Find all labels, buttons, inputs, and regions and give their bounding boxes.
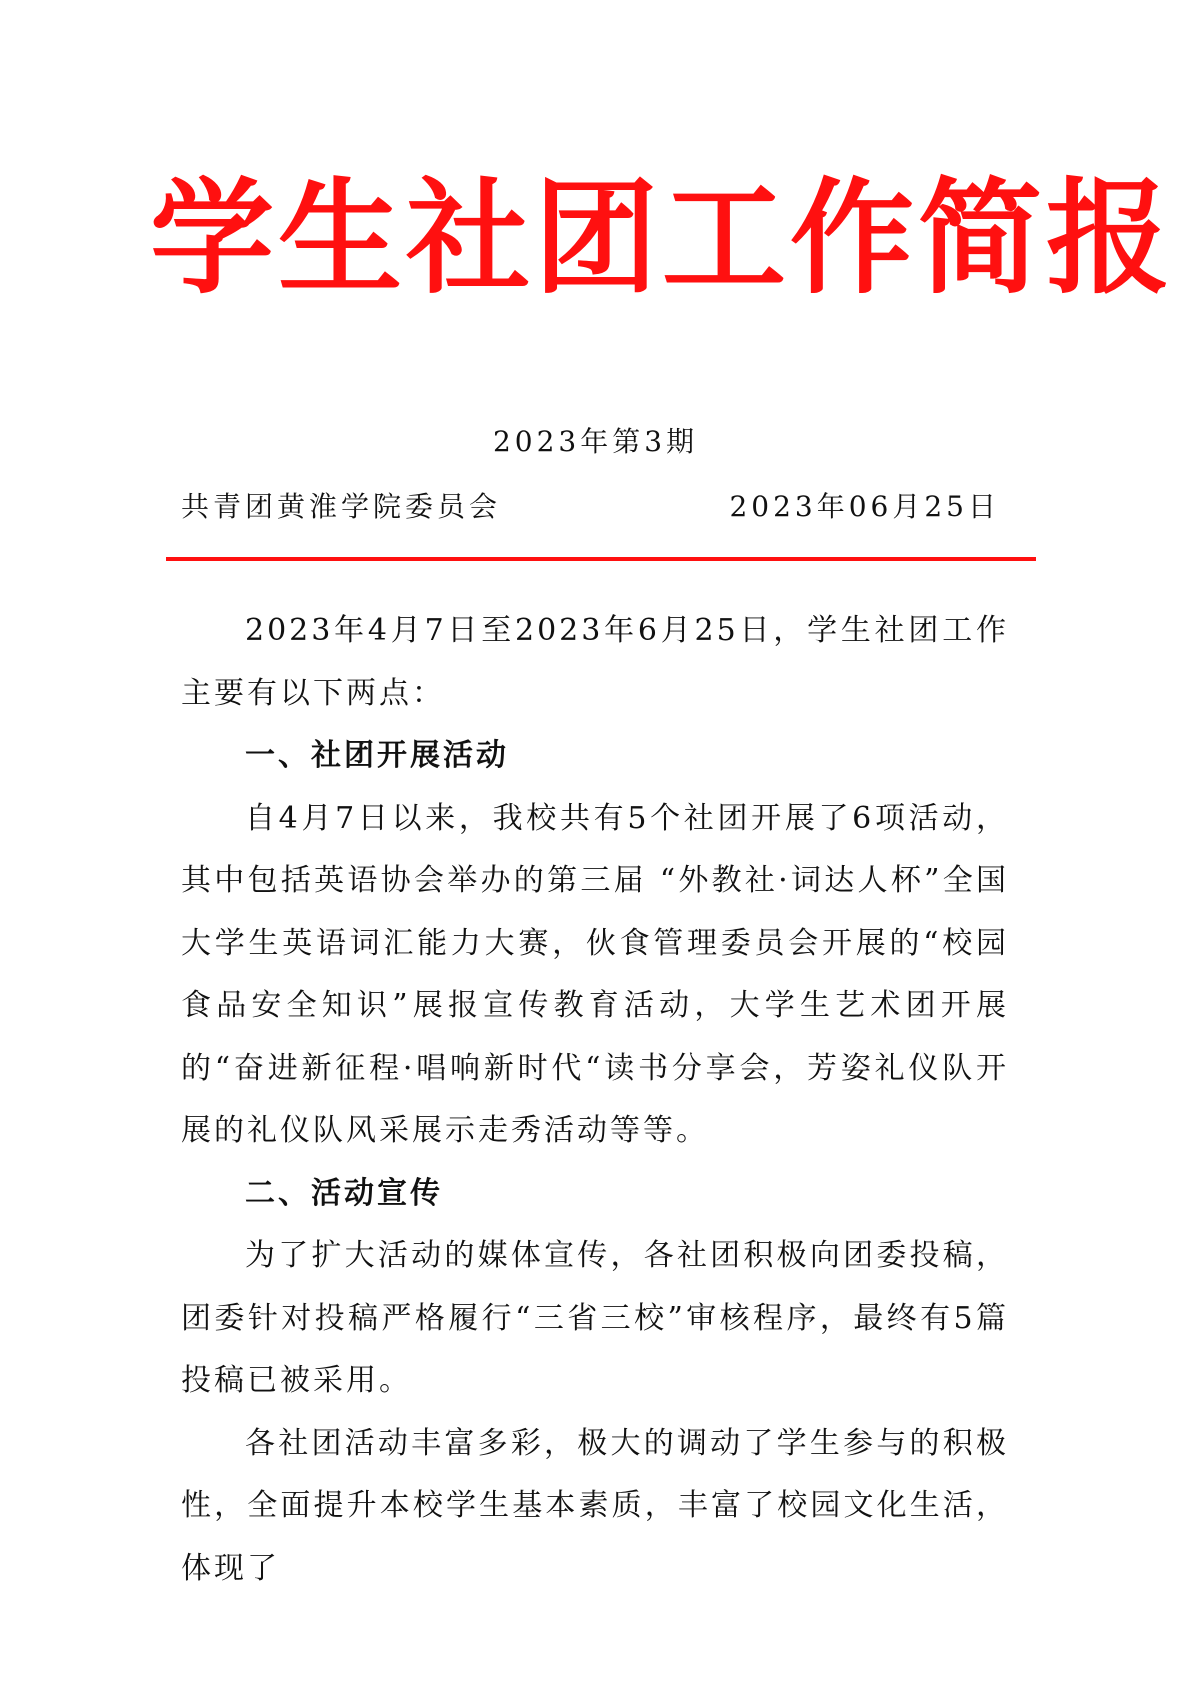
section-heading-activities: 一、社团开展活动	[245, 738, 509, 773]
activities-paragraph: 自4月7日以来，我校共有5个社团开展了6项活动，其中包括英语协会举办的第三届 “外教社·词达人杯”全国大学生英语词汇能力大赛，伙食管理委员会开展的“校园食品安全知识”展报宣传教育活动，大学生艺术团开展的“奋进新征程·唱响新时代“读书分享会，芳姿礼仪队开展的礼仪队风采展示走秀活动等等。	[181, 800, 1009, 1148]
intro-paragraph: 2023年4月7日至2023年6月25日，学生社团工作主要有以下两点：	[181, 613, 1009, 711]
red-divider	[166, 557, 1036, 561]
issue-date: 2023年06月25日	[729, 490, 1000, 523]
masthead-title: 学生社团工作简报	[150, 166, 1175, 311]
closing-paragraph: 各社团活动丰富多彩，极大的调动了学生参与的积极性，全面提升本校学生基本素质，丰富了校园文化生活，体现了	[181, 1425, 1009, 1586]
section-heading-publicity: 二、活动宣传	[245, 1175, 443, 1211]
bulletin-body	[181, 600, 1009, 1600]
issue-number: 2023年第3期	[492, 425, 699, 458]
issuing-organization: 共青团黄淮学院委员会	[181, 490, 502, 523]
publicity-paragraph: 为了扩大活动的媒体宣传，各社团积极向团委投稿，团委针对投稿严格履行“三省三校”审核程序，最终有5篇投稿已被采用。	[181, 1238, 1009, 1398]
